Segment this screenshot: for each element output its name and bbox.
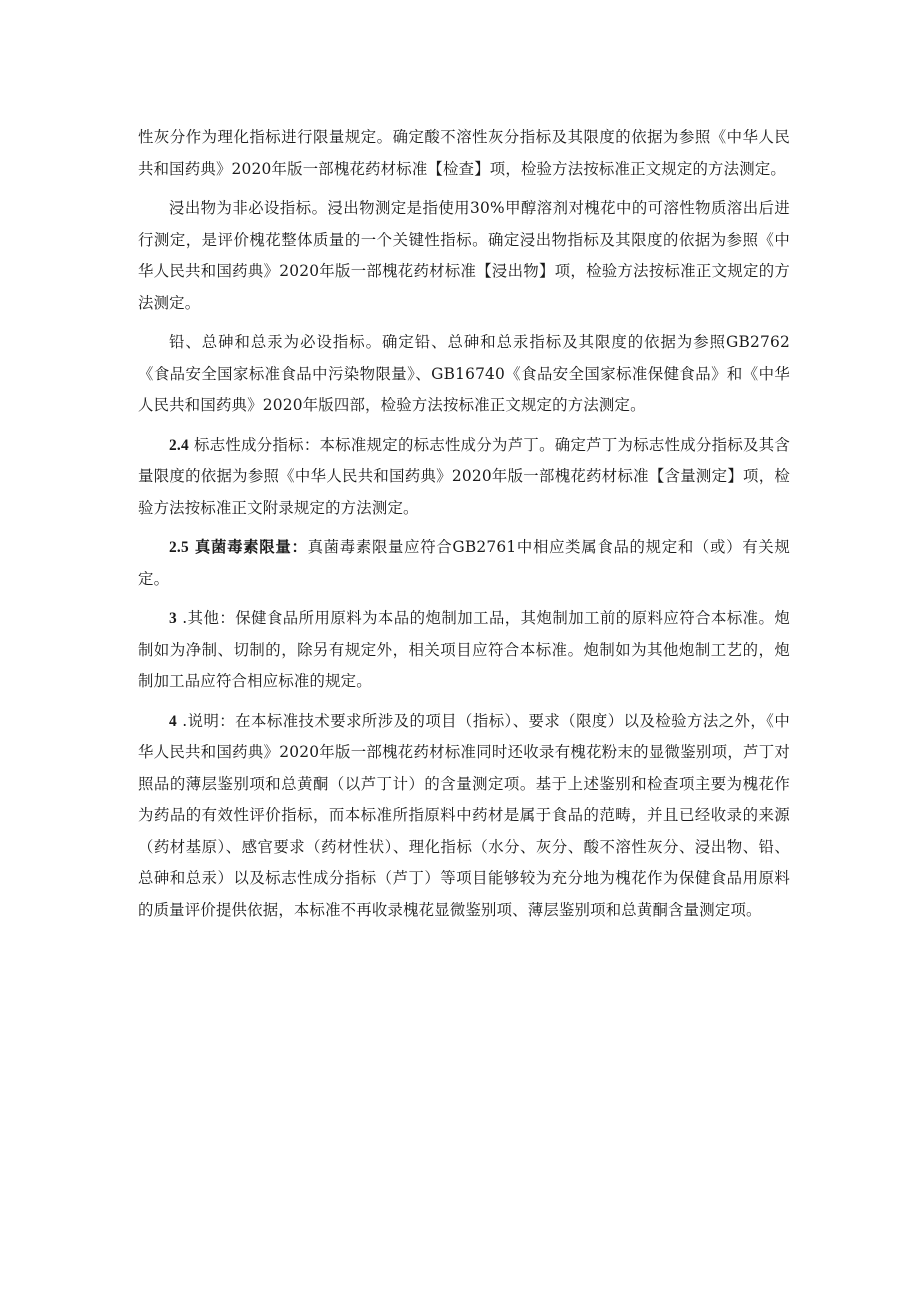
section-4-notes <box>138 706 790 927</box>
section-text: 标志性成分指标：本标准规定的标志性成分为芦丁。确定芦丁为标志性成分指标及其含量限度的依据为参照《中华人民共和国药典》2020年版一部槐花药材标准【含量测定】项，检验方法按标准正文附录规定的方法测定。 <box>138 435 790 517</box>
section-number: 2.4 <box>169 436 189 454</box>
section-text: 真菌毒素限量应符合GB2761中相应类属食品的规定和（或）有关规定。 <box>138 538 790 588</box>
section-number: 2.5 <box>169 539 189 556</box>
section-text: .其他：保健食品所用原料为本品的炮制加工品，其炮制加工前的原料应符合本标准。炮制如为净制、切制的，除另有规定外，相关项目应符合本标准。炮制如为其他炮制工艺的，炮制加工品应符合相应标准的规定。 <box>138 609 790 690</box>
document-body <box>138 122 790 934</box>
paragraph-extractives: 浸出物为非必设指标。浸出物测定是指使用30%甲醇溶剂对槐花中的可溶性物质溶出后进行测定，是评价槐花整体质量的一个关键性指标。确定浸出物指标及其限度的依据为参照《中华人民共和国药典》2020年版一部槐花药材标准【浸出物】项，检验方法按标准正文规定的方法测定。 <box>138 199 790 312</box>
section-number: 3 <box>169 610 177 627</box>
section-2-4-marker-component <box>138 430 790 525</box>
section-number: 4 <box>169 712 177 730</box>
paragraph-heavy-metals: 铅、总砷和总汞为必设指标。确定铅、总砷和总汞指标及其限度的依据为参照GB2762《食品安全国家标准食品中污染物限量》、GB16740《食品安全国家标准保健食品》和《中华人民共和国药典》2020年版四部，检验方法按标准正文规定的方法测定。 <box>138 333 790 414</box>
section-heading: 真菌毒素限量： <box>188 538 308 556</box>
section-3-other <box>138 603 790 698</box>
section-text: .说明：在本标准技术要求所涉及的项目（指标）、要求（限度）以及检验方法之外，《中华人民共和国药典》2020年版一部槐花药材标准同时还收录有槐花粉末的显微鉴别项，芦丁对照品的薄层鉴别项和总黄酮（以芦丁计）的含量测定项。基于上述鉴别和检查项主要为槐花作为药品的有效性评价指标，而本标准所指原料中药材是属于食品的范畴，并且已经收录的来源（药材基原）、感官要求（药材性状）、理化指标（水分、灰分、酸不溶性灰分、浸出物、铅、总砷和总汞）以及标志性成分指标（芦丁）等项目能够较为充分地为槐花作为保健食品用原料的质量评价提供依据，本标准不再收录槐花显微鉴别项、薄层鉴别项和总黄酮含量测定项。 <box>138 711 790 919</box>
section-2-5-mycotoxin-limit <box>138 532 790 595</box>
paragraph-acid-insoluble-ash: 性灰分作为理化指标进行限量规定。确定酸不溶性灰分指标及其限度的依据为参照《中华人民共和国药典》2020年版一部槐花药材标准【检查】项，检验方法按标准正文规定的方法测定。 <box>138 128 790 178</box>
